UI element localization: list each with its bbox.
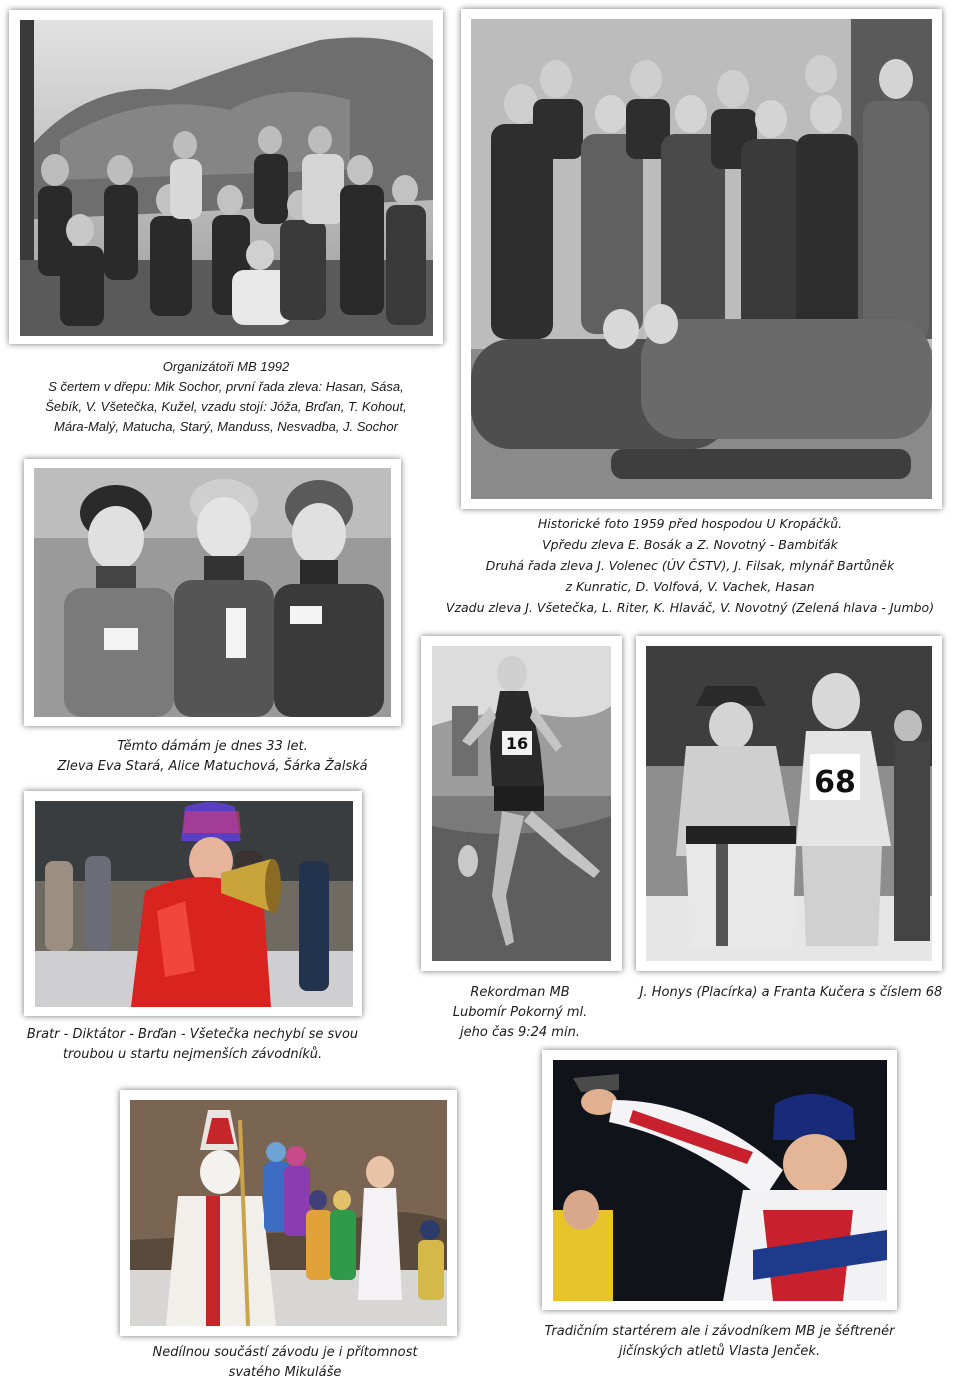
caption-organizers xyxy=(0,357,452,437)
caption-line: Historické foto 1959 před hospodou U Kropáčků. xyxy=(537,516,843,531)
caption-line: z Kunratic, D. Volfová, V. Vachek, Hasan xyxy=(565,579,815,594)
caption-nicholas xyxy=(130,1343,440,1383)
photo-frame-megaphone xyxy=(24,791,362,1016)
caption-line: Šebík, V. Všetečka, Kužel, vzadu stojí: Jóža, Brďan, T. Kohout, xyxy=(45,399,407,414)
caption-line: Nedílnou součástí závodu je i přítomnost xyxy=(152,1345,418,1360)
caption-honys xyxy=(622,983,960,1003)
caption-line: Organizátoři MB 1992 xyxy=(162,359,290,374)
photo-historic-1959 xyxy=(471,19,932,499)
photo-three-girls xyxy=(34,468,391,717)
caption-line: Bratr - Diktátor - Brďan - Všetečka nechybí se svou xyxy=(26,1027,359,1042)
photo-frame-runner xyxy=(421,636,622,971)
caption-line: Vzadu zleva J. Všetečka, L. Riter, K. Hlaváč, V. Novotný (Zelená hlava - Jumbo) xyxy=(445,600,935,615)
photo-honys-kucera xyxy=(646,646,932,961)
caption-line: S čertem v dřepu: Mik Sochor, první řada zleva: Hasan, Sása, xyxy=(48,379,404,394)
caption-line: Zleva Eva Stará, Alice Matuchová, Šárka Žalská xyxy=(57,759,368,774)
bib-number-68: 68 xyxy=(814,765,856,800)
caption-megaphone xyxy=(0,1025,385,1065)
photo-frame-historic xyxy=(461,9,942,509)
caption-line: Tradičním startérem ale i závodníkem MB je šéftrenér xyxy=(544,1324,895,1339)
caption-line: jičínských atletů Vlasta Jenček. xyxy=(618,1344,821,1359)
bib-number-16: 16 xyxy=(505,734,529,753)
photo-pistol-starter xyxy=(553,1060,887,1301)
caption-line: Druhá řada zleva J. Volenec (ÚV ČSTV), J. Filsak, mlynář Bartůněk xyxy=(485,558,895,573)
caption-line: J. Honys (Placírka) a Franta Kučera s číslem 68 xyxy=(639,985,943,1000)
photo-organizers-1992 xyxy=(20,20,433,336)
photo-st-nicholas xyxy=(130,1100,447,1326)
caption-line: Mára-Malý, Matucha, Starý, Manduss, Nesvadba, J. Sochor xyxy=(54,419,398,434)
photo-frame-honys xyxy=(636,636,942,971)
photo-frame-pistol xyxy=(542,1050,897,1310)
caption-historic xyxy=(420,513,960,618)
caption-pistol xyxy=(522,1322,917,1362)
caption-line: Lubomír Pokorný ml. xyxy=(452,1005,588,1020)
photo-frame-girls xyxy=(24,459,401,726)
photo-frame-organizers xyxy=(9,10,443,344)
caption-line: Vpředu zleva E. Bosák a Z. Novotný - Bambiťák xyxy=(542,537,838,552)
caption-line: jeho čas 9:24 min. xyxy=(460,1025,580,1040)
caption-line: Rekordman MB xyxy=(470,985,570,1000)
caption-line: Těmto dámám je dnes 33 let. xyxy=(117,739,308,754)
caption-girls xyxy=(0,737,425,777)
photo-frame-nicholas xyxy=(120,1090,457,1336)
caption-record xyxy=(420,983,620,1043)
caption-line: svatého Mikuláše xyxy=(228,1365,342,1380)
caption-line: troubou u startu nejmenších závodníků. xyxy=(62,1047,323,1062)
photo-record-runner xyxy=(432,646,611,961)
photo-megaphone-starter xyxy=(35,801,353,1007)
